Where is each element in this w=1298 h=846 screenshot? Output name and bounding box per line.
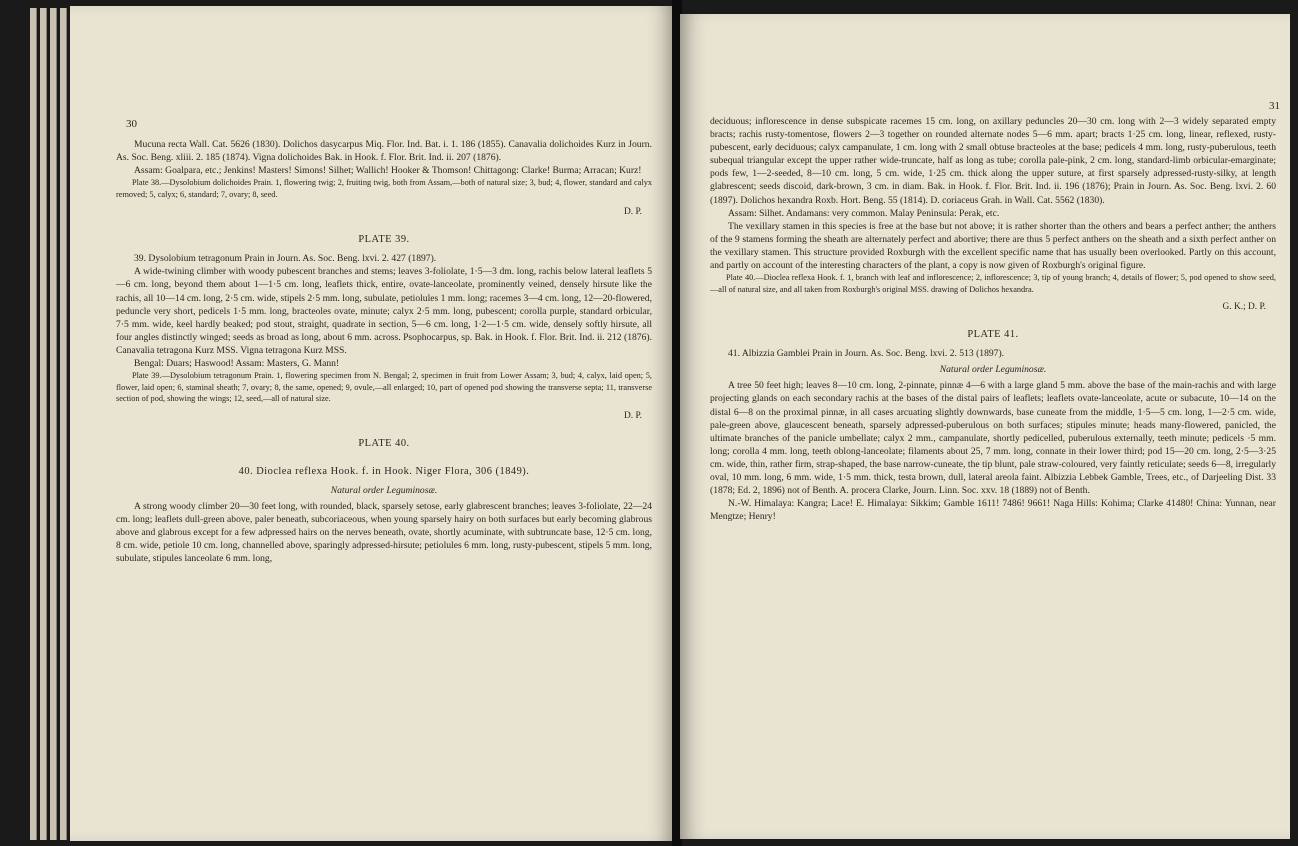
left-page-number: 30: [126, 118, 137, 130]
body-paragraph: Assam: Goalpara, etc.; Jenkins! Masters! Simons! Silhet; Wallich! Hooker & Thomson! Chittagong: Clarke! Burma; Arracan; Kurz!: [134, 165, 642, 177]
body-paragraph: Assam: Silhet. Andamans: very common. Malay Peninsula: Perak, etc.: [728, 207, 1000, 219]
natural-order: Natural order Leguminosæ.: [330, 484, 438, 496]
plate-caption: Plate 39.—Dysolobium tetragonum Prain. 1, flowering specimen from N. Bengal; 2, specimen in fruit from Lower Assam; 3, bud; 4, calyx, laid open; 5, flower, laid open; 6, staminal sheath; 7, ovary; 8, the same, opened; 9, ovule,—all enlarged; 10, part of opened pod showing the transverse septa; 11, transverse section of pod, showing the wings; 12, seed,—all of natural size.: [116, 371, 652, 403]
page-edge: [50, 8, 57, 840]
author-signature: D. P.: [624, 207, 642, 218]
body-paragraph: A tree 50 feet high; leaves 8—10 cm. long, 2-pinnate, pinnæ 4—6 with a large gland 5 mm. above the base of the main-rachis and with large projecting glands on each secondary rachis at the bases of the distal pairs of leaflets; leaflets ovate-lanceolate, acute or subacute, 10—14 on the distal 6—8 on the proximal pinnæ, in all cases arcuating slightly downwards, base cuneate from the middle, 1·5—5 cm. long, 1—2·5 cm. wide, pale-green above, glaucescent beneath, sparsely adpressed-puberulous on both surfaces; stipules minute; heads many-flowered, panicled, the ultimate branches of the panicle umbellate; calyx 2 mm., campanulate, shortly pedicelled, puberulous externally, teeth minute; pedicels ·5 mm. long; corolla 4 mm. long, teeth oblong-lanceolate; filaments about 25, 7 mm. long, connate in their lower third; pod 15—20 cm. long, 2·5—3·25 cm. wide, thin, rather firm, strap-shaped, the base narrow-cuneate, the tip blunt, pale straw-coloured, very faintly reticulate; seeds 6—8, irregularly oval, 10 mm. long, 6 mm. wide, 1·5 mm. thick, testa brown, dull, lateral areola faint. Albizzia Lebbek Gamble, Trees, etc., of Darjeeling Dist. 33 (1878; Ed. 2, 1896) not of Benth. A. procera Clarke, Journ. Linn. Soc. xxv. 18 (1889) not of Benth.: [710, 380, 1276, 497]
plate-caption: Plate 40.—Dioclea reflexa Hook. f. 1, branch with leaf and inflorescence; 2, inflorescence; 3, tip of young branch; 4, details of flower; 5, pod opened to show seed,—all of natural size, and all taken from Roxburgh's original MSS. drawing of Dolichos hexandra.: [710, 273, 1276, 294]
author-signature: D. P.: [624, 411, 642, 422]
body-paragraph: Mucuna recta Wall. Cat. 5626 (1830). Dolichos dasycarpus Miq. Flor. Ind. Bat. i. 1. 186 (1855). Canavalia dolichoides Kurz in Journ. As. Soc. Beng. xliii. 2. 185 (1874). Vigna dolichoides Bak. in Hook. f. Flor. Brit. Ind. ii. 207 (1876).: [116, 139, 652, 164]
body-paragraph: The vexillary stamen in this species is free at the base but not above; it is rather shorter than the others and bears a perfect anther; the anthers of the 9 stamens forming the sheath are alternately perfect and abortive; there are thus 5 perfect anthers on the sheath and a sixth perfect anther on the vexillary stamen. This structure provided Roxburgh with the excellent specific name that has usually been overlooked. Partly on this account, and partly on account of the interesting characters of the plant, a copy is now given of Roxburgh's original figure.: [710, 220, 1276, 272]
author-signature: G. K.; D. P.: [1222, 301, 1266, 312]
natural-order: Natural order Leguminosæ.: [939, 364, 1047, 376]
plate-heading: PLATE 40.: [358, 438, 410, 450]
plate-heading: PLATE 41.: [967, 329, 1019, 341]
body-paragraph: N.-W. Himalaya: Kangra; Lace! E. Himalaya: Sikkim; Gamble 1611! 7486! 9661! Naga Hills: Kohima; Clarke 41480! China: Yunnan, near Mengtze; Henry!: [710, 498, 1276, 523]
body-paragraph: Bengal: Duars; Haswood! Assam: Masters, G. Mann!: [134, 358, 340, 370]
body-paragraph: A strong woody climber 20—30 feet long, with rounded, black, sparsely setose, early glabrescent branches; leaves 3-foliolate, 22—24 cm. long; leaflets dull-green above, paler beneath, subcoriaceous, when young sparsely hairy on both surfaces but early becoming glabrous above and glabrous except for a few adpressed hairs on the nerves beneath, ovate, shortly acuminate, with subtruncate base, 12·5 cm. long, 8 cm. wide, petiole 10 cm. long, channelled above, sparingly adpressed-hirsute; petiolules 6 mm. long, rusty-pubescent, stipels 5 mm. long, subulate, stipules lanceolate 6 mm. long,: [116, 500, 652, 565]
page-edge: [60, 8, 67, 840]
page-edge: [40, 8, 47, 840]
body-paragraph: 39. Dysolobium tetragonum Prain in Journ. As. Soc. Beng. lxvi. 2. 427 (1897).: [134, 253, 437, 265]
plate-caption: Plate 38.—Dysolobium dolichoides Prain. 1, flowering twig; 2, fruiting twig, both from Assam,—both of natural size; 3, bud; 4, flower, standard and calyx removed; 5, calyx; 6, standard; 7, ovary; 8, seed.: [116, 178, 652, 199]
species-title: 40. Dioclea reflexa Hook. f. in Hook. Niger Flora, 306 (1849).: [238, 465, 530, 477]
left-page-text: [116, 138, 652, 565]
right-page-number: 31: [1269, 100, 1280, 112]
right-page-text: [710, 115, 1276, 523]
body-paragraph: deciduous; inflorescence in dense subspicate racemes 15 cm. long, on axillary peduncles 20—30 cm. long with 2—3 widely separated empty bracts; rachis rusty-tomentose, flowers 2—3 together on rounded alternate nodes 5—6 mm. apart; bracts 1·25 cm. long, linear, reflexed, rusty-pubescent, early deciduous; calyx campanulate, 1 cm. long with 2 small obtuse bracteoles at the base; pedicels 4 mm. long, rusty-puberulous, teeth subequal triangular except the upper rather wide-truncate, half as long as tube; corolla pale-pink, 2 cm. long, standard-limb orbicular-emarginate; pods few, 1—2-seeded, 8—10 cm. long, 5 cm. wide, 1·25 cm. thick along the upper suture, at first sparsely adpressed-rusty-silky, at length glabrescent; seeds discoid, dark-brown, 3 cm. in diam. Bak. in Hook. f. Flor. Brit. Ind. ii. 196 (1876); Prain in Journ. As. Soc. Beng. lxvi. 2. 60 (1897). Dolichos hexandra Roxb. Hort. Beng. 55 (1814). D. coriaceus Grah. in Wall. Cat. 5562 (1830).: [710, 116, 1276, 206]
plate-heading: PLATE 39.: [358, 234, 410, 246]
body-paragraph: A wide-twining climber with woody pubescent branches and stems; leaves 3-foliolate, 1·5—3 dm. long, rachis below lateral leaflets 5—6 cm. long, beyond them about 1—1·5 cm. long, leaflets thick, entire, ovate-lanceolate, prominently veined, densely hirsute like the rachis, all 10—14 cm. long, 2·5 cm. wide, stipels 2·5 mm. long, subulate, petiolules 1 mm. long; racemes 3—4 cm. long, 12—20-flowered, peduncle very short, pedicels 1·5 mm. long, bracteoles ovate, minute; calyx 2·5 mm. long, pubescent; corolla purple, standard orbicular, 7·5 mm. wide, keel hardly beaked; pod stout, straight, quadrate in section, 5—6 cm. long, 1·2—1·5 cm. wide, densely softly hirsute, all four angles distinctly winged; seeds as broad as long, about 6 mm. across. Psophocarpus, sp. Bak. in Hook. f. Flor. Brit. Ind. ii. 212 (1876). Canavalia tetragona Kurz MSS. Vigna tetragona Kurz MSS.: [116, 266, 652, 356]
body-paragraph: 41. Albizzia Gamblei Prain in Journ. As. Soc. Beng. lxvi. 2. 513 (1897).: [728, 348, 1005, 360]
page-edge: [30, 8, 37, 840]
